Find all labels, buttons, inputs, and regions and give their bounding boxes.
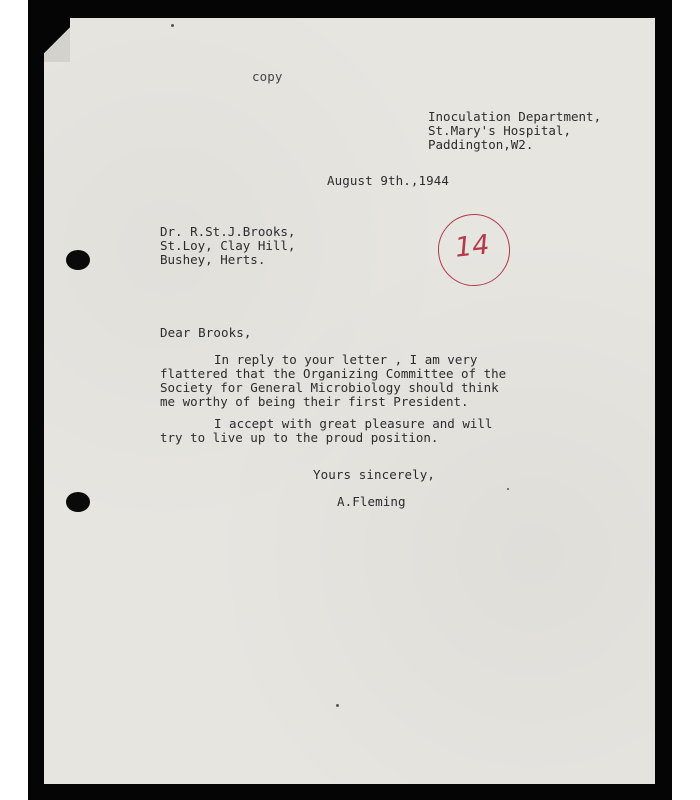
recipient-address	[160, 225, 295, 267]
paper-speck	[171, 24, 174, 27]
body-line: I accept with great pleasure and will	[214, 416, 493, 431]
body-paragraph-2	[160, 417, 492, 445]
body-line: try to live up to the proud position.	[160, 430, 439, 445]
folio-number: 14	[453, 229, 491, 264]
recipient-address-line: St.Loy, Clay Hill,	[160, 238, 296, 253]
sender-address-line: St.Mary's Hospital,	[428, 123, 571, 138]
sender-address-line: Paddington,W2.	[428, 137, 534, 152]
salutation: Dear Brooks,	[160, 325, 252, 340]
signature: A.Fleming	[337, 494, 406, 509]
folded-corner	[44, 18, 70, 62]
paper-speck	[507, 488, 509, 490]
closing: Yours sincerely,	[313, 467, 436, 482]
recipient-address-line: Bushey, Herts.	[160, 252, 266, 267]
sender-address	[428, 110, 601, 152]
copy-mark: copy	[252, 69, 283, 84]
body-paragraph-1	[160, 353, 506, 409]
body-line: flattered that the Organizing Committee of the	[160, 366, 507, 381]
body-line: me worthy of being their first President.	[160, 394, 469, 409]
punch-hole-top	[66, 250, 90, 270]
punch-hole-bottom	[66, 492, 90, 512]
recipient-address-line: Dr. R.St.J.Brooks,	[160, 224, 296, 239]
body-line: Society for General Microbiology should think	[160, 380, 499, 395]
body-line: In reply to your letter , I am very	[214, 352, 478, 367]
sender-address-line: Inoculation Department,	[428, 109, 602, 124]
paper-speck	[336, 704, 339, 707]
letter-date: August 9th.,1944	[327, 173, 450, 188]
